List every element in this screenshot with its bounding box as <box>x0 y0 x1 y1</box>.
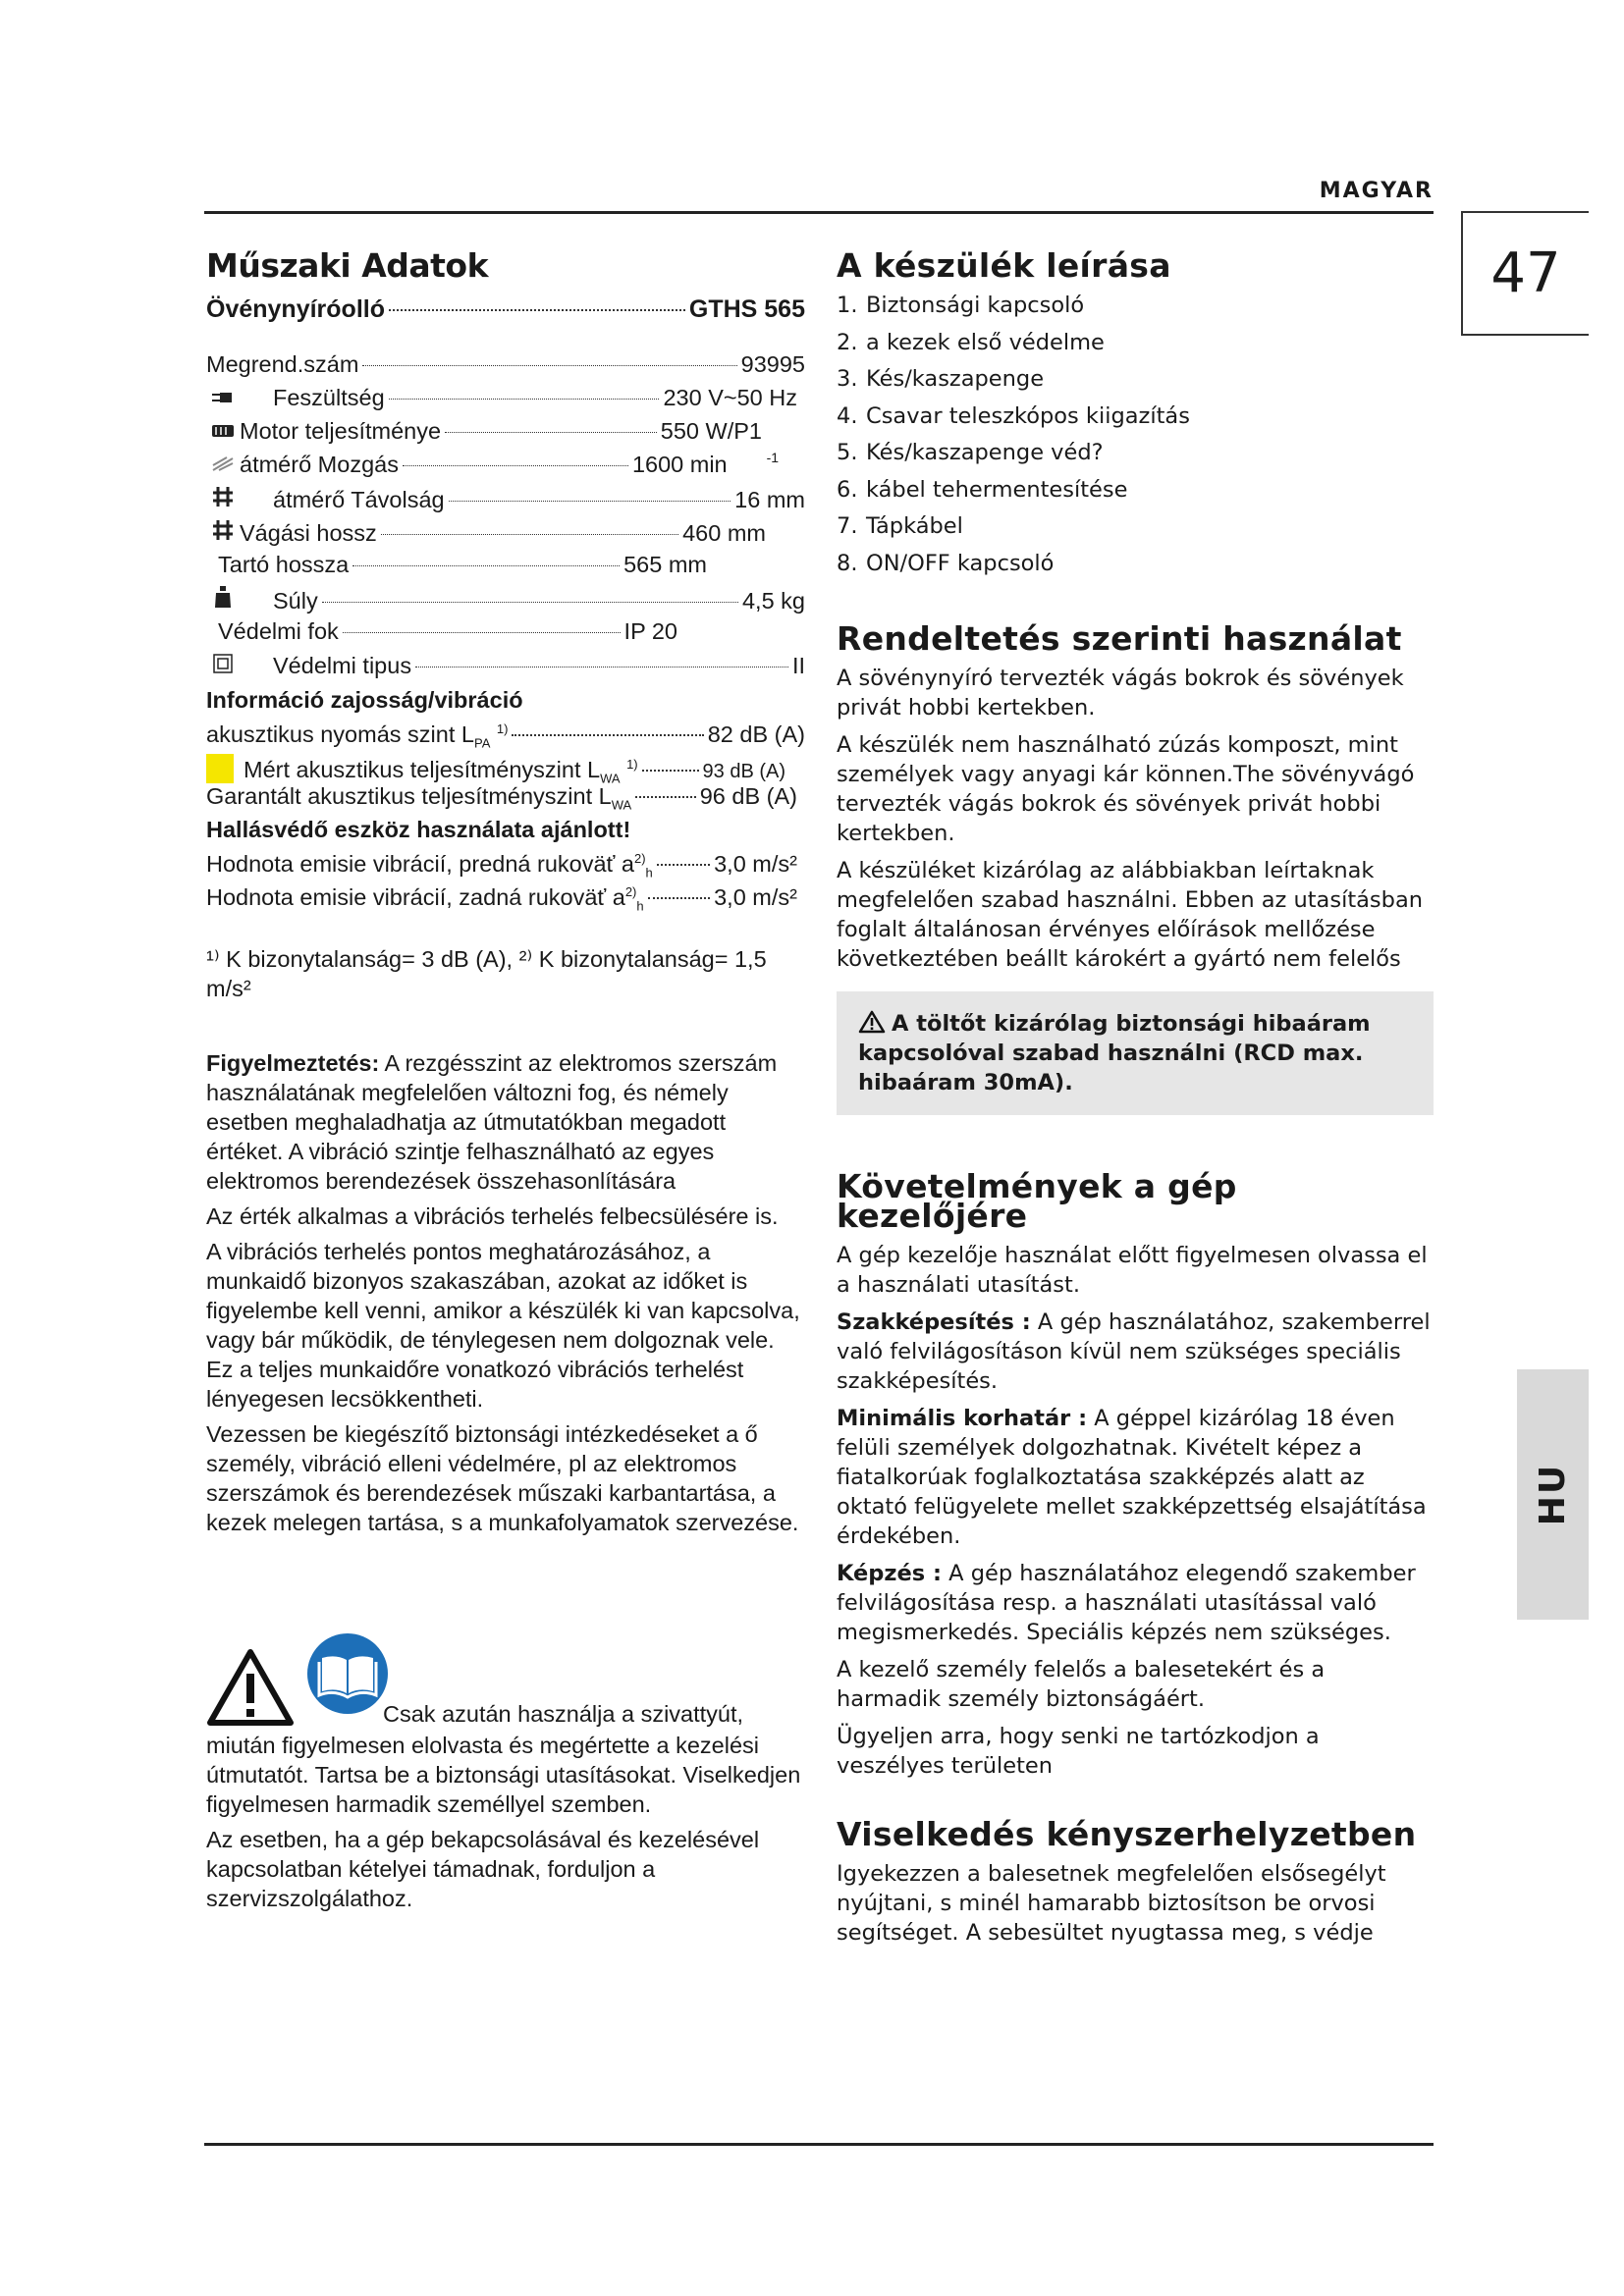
noise-subscript: WA <box>600 771 621 786</box>
spec-label: Motor teljesítménye <box>240 418 442 444</box>
spec-value: IP 20 <box>623 618 677 644</box>
warning-triangle-icon <box>858 1010 886 1034</box>
model-label: Övénynyíróolló <box>206 295 385 323</box>
item-number: 6. <box>837 476 858 503</box>
warning-text: A rezgésszint az elektromos szerszám használatának megfelelően változni fog, és némely esetben meghaladhatja az útmutatókban megadott értéket. A vibráció szintje felhasználható az egyes elektromos berendezések összehasonlítására <box>206 1050 778 1194</box>
top-rule <box>204 211 1434 214</box>
vibration-label <box>206 878 644 922</box>
vibration-value: 3,0 m/s² <box>714 883 797 910</box>
spec-label: Védelmi tipus <box>273 653 412 678</box>
paragraph: Ügyeljen arra, hogy senki ne tartózkodjon a veszélyes területen <box>837 1724 1320 1779</box>
leader-dots <box>389 309 685 311</box>
rcd-note-box <box>837 991 1434 1115</box>
spec-value: 230 V~50 Hz <box>663 385 797 410</box>
safety-first-line: Csak azután használja a szivattyút, <box>383 1701 744 1727</box>
noise-row <box>206 748 805 786</box>
parts-list <box>837 291 1434 585</box>
left-column <box>206 246 805 1543</box>
list-item <box>837 328 1434 365</box>
term-label: Minimális korhatár : <box>837 1406 1088 1431</box>
paragraph: Igyekezzen a balesetnek megfelelően elsősegélyt nyújtani, s minél hamarabb biztosítson be orvosi segítséget. A sebesültet nyugtassa meg, s védje <box>837 1861 1386 1946</box>
vibration-value: 3,0 m/s² <box>714 850 797 877</box>
leader-dots <box>449 501 731 502</box>
spec-row <box>206 583 805 616</box>
vibration-warning <box>206 1048 805 1196</box>
spec-value: 4,5 kg <box>741 588 805 614</box>
blade-icon <box>206 516 240 544</box>
right-column <box>837 246 1434 1955</box>
noise-value: 93 dB (A) <box>702 761 785 782</box>
noise-label-text: Mért akusztikus teljesítményszint L <box>244 757 601 782</box>
language-side-tab-label: HU <box>1533 1463 1573 1526</box>
spec-row <box>206 616 805 650</box>
noise-row <box>206 781 805 815</box>
list-item <box>837 438 1434 475</box>
item-number: 8. <box>837 550 858 576</box>
language-label: MAGYAR <box>1319 179 1434 203</box>
class-ii-icon <box>206 650 240 677</box>
spec-value: 93995 <box>740 351 805 377</box>
rcd-note: A töltőt kizárólag biztonsági hibaáram kapcsolóval szabad használni (RCD max. hibaáram 30mA). <box>858 1011 1371 1095</box>
vibration-subscript: h <box>636 898 644 914</box>
spec-label: Vágási hossz <box>240 520 377 546</box>
noise-value: 96 dB (A) <box>699 783 797 809</box>
vibration-superscript: 2) <box>633 851 646 866</box>
term-text: A gép használatához elegendő szakember felvilágosítása resp. a használati utasítással való megismerkedés. Speciális képzés nem szükséges. <box>837 1561 1416 1645</box>
item-number: 7. <box>837 513 858 539</box>
paragraph: A készülék nem használható zúzás komposzt, mint személyek vagy anyagi kár können.The sövényvágó tervezték vágás bokrok és sövények privát hobbi kertekben. <box>837 732 1415 846</box>
leader-dots <box>512 734 703 736</box>
paragraph: A sövénynyíró tervezték vágás bokrok és sövények privát hobbi kertekben. <box>837 666 1404 721</box>
spec-value: 16 mm <box>734 487 805 512</box>
item-label: kábel tehermentesítése <box>866 476 1128 503</box>
list-item <box>837 291 1434 328</box>
leader-dots <box>381 534 678 535</box>
section-title-intended-use: Rendeltetés szerinti használat <box>837 619 1402 658</box>
spec-row <box>206 650 805 683</box>
leader-dots <box>362 365 736 366</box>
vibration-row <box>206 878 805 914</box>
noise-subscript: WA <box>611 797 632 813</box>
spec-row <box>206 516 805 550</box>
spec-row <box>206 450 805 483</box>
list-item <box>837 364 1434 401</box>
warning-label: Figyelmeztetés: <box>206 1050 380 1076</box>
plug-icon <box>206 384 240 411</box>
training-paragraph <box>837 1559 1434 1647</box>
item-number: 3. <box>837 366 858 392</box>
specs-title: Műszaki Adatok <box>206 246 489 285</box>
tooth-icon <box>206 483 240 510</box>
vibration-superscript: 2) <box>624 884 637 899</box>
safety-notice <box>206 1632 805 1919</box>
spec-row <box>206 349 805 383</box>
term-label: Szakképesítés : <box>837 1309 1031 1335</box>
noise-label-text: Garantált akusztikus teljesítményszint L <box>206 783 612 809</box>
spec-value: 1600 min <box>631 452 728 477</box>
spec-label: Súly <box>273 588 318 614</box>
item-label: Kés/kaszapenge <box>866 366 1045 392</box>
term-label: Képzés : <box>837 1561 942 1586</box>
item-label: Kés/kaszapenge véd? <box>866 440 1104 465</box>
safety-icons <box>206 1632 805 1731</box>
leader-dots <box>445 432 657 433</box>
leader-dots <box>389 399 660 400</box>
leader-dots <box>403 465 628 466</box>
spec-label: Tartó hossza <box>218 552 350 577</box>
item-number: 5. <box>837 440 858 465</box>
spec-value: 565 mm <box>623 552 707 577</box>
vibration-label-text: Hodnota emisie vibrácií, predná rukoväť a <box>206 850 634 877</box>
noise-superscript: 1) <box>496 721 509 736</box>
footnote: ¹⁾ K bizonytalanság= 3 dB (A), ²⁾ K bizonytalanság= 1,5 m/s² <box>206 946 767 1001</box>
bottom-rule <box>204 2143 1434 2146</box>
item-number: 1. <box>837 293 858 318</box>
model-value: GTHS 565 <box>688 295 805 323</box>
spec-row <box>206 383 805 416</box>
paragraph: A készüléket kizárólag az alábbiakban leírtaknak megfelelően szabad használni. Ebben az utasításban foglalt általánosan érvényes előírások mellőzése következtében beállt károkért a gyártó nem felelős <box>837 858 1423 972</box>
paragraph: A gép kezelője használat előtt figyelmesen olvassa el a használati utasítást. <box>837 1243 1428 1298</box>
list-item <box>837 475 1434 512</box>
vibration-row <box>206 844 805 881</box>
spec-value: 550 W/P1 <box>660 418 762 444</box>
spec-value: 460 mm <box>682 520 766 546</box>
section-title-emergency: Viselkedés kényszerhelyzetben <box>837 1815 1417 1853</box>
item-label: Tápkábel <box>866 513 963 539</box>
vibration-label-text: Hodnota emisie vibrácií, zadná rukoväť a <box>206 883 625 910</box>
speed-icon <box>206 450 240 477</box>
list-item <box>837 511 1434 549</box>
leader-dots <box>642 770 699 772</box>
spec-row <box>206 550 805 583</box>
paragraph: A vibrációs terhelés pontos meghatározásához, a munkaidő bizonyos szakaszában, azokat az időket is figyelembe kell venni, amikor a készülék ki van kapcsolva, vagy bár működik, de ténylegesen nem dolgoznak vele. Ez a teljes munkaidőre vonatkozó vibrációs terhelést lényegesen lecsökkentheti. <box>206 1239 800 1412</box>
vibration-subscript: h <box>645 865 653 881</box>
spec-value: II <box>791 653 805 678</box>
leader-dots <box>648 897 711 899</box>
model-row <box>206 294 805 324</box>
spec-unit-superscript: -1 <box>766 450 780 465</box>
language-side-tab <box>1517 1369 1589 1620</box>
warning-triangle-icon <box>206 1648 295 1727</box>
weight-icon <box>206 583 240 611</box>
spec-label: Védelmi fok <box>218 618 339 644</box>
noise-value: 82 dB (A) <box>707 721 805 747</box>
age-paragraph <box>837 1404 1434 1551</box>
leader-dots <box>657 864 710 866</box>
noise-label-text: akusztikus nyomás szint L <box>206 721 474 747</box>
list-item <box>837 401 1434 439</box>
spec-list <box>206 349 805 683</box>
item-label: Csavar teleszkópos kiigazítás <box>866 402 1190 429</box>
leader-dots <box>322 602 738 603</box>
item-label: a kezek első védelme <box>866 329 1105 355</box>
spec-label: Megrend.szám <box>206 351 359 377</box>
spec-label: átmérő Mozgás <box>240 452 399 477</box>
item-label: ON/OFF kapcsoló <box>866 550 1055 576</box>
safety-text: miután figyelmesen elolvasta és megértette a kezelési útmutatót. Tartsa be a biztonsági utasításokat. Viselkedjen figyelmesen harmadik személlyel szemben. <box>206 1733 801 1817</box>
term-text: A géppel kizárólag 18 éven felüli személyek dolgozhatnak. Kivételt képez a fiatalkorúak foglalkoztatása szakképzés alatt az oktató felügyelete mellet szakképzettség elsajátítása érdekében. <box>837 1406 1427 1549</box>
item-label: Biztonsági kapcsoló <box>866 293 1085 318</box>
hearing-warning: Hallásvédő eszköz használata ajánlott! <box>206 817 631 842</box>
spec-label: átmérő Távolság <box>273 487 445 512</box>
section-title-requirements: Követelmények a gép kezelőjére <box>837 1167 1237 1235</box>
page-number: 47 <box>1461 211 1589 336</box>
leader-dots <box>352 565 620 566</box>
noise-subscript: PA <box>473 735 491 751</box>
list-item <box>837 549 1434 586</box>
paragraph: Az érték alkalmas a vibrációs terhelés felbecsülésére is. <box>206 1203 779 1229</box>
spec-label: Feszültség <box>273 385 385 410</box>
paragraph: Vezessen be kiegészítő biztonsági intézkedéseket a ő személy, vibráció elleni védelmére, pl az elektromos szerszámok és berendezések műszaki karbantartása, a kezek melegen tartása, s a munkafolyamatok szervezése. <box>206 1421 799 1535</box>
motor-icon <box>206 417 240 445</box>
paragraph: A kezelő személy felelős a balesetekért és a harmadik személy biztonságáért. <box>837 1657 1326 1712</box>
qualification-paragraph <box>837 1308 1434 1396</box>
spec-row <box>206 416 805 450</box>
leader-dots <box>635 796 696 798</box>
highlight-mark <box>206 754 234 783</box>
spec-row <box>206 483 805 516</box>
item-number: 2. <box>837 329 858 355</box>
noise-heading: Információ zajosság/vibráció <box>206 687 523 713</box>
read-manual-icon <box>306 1632 389 1715</box>
noise-superscript: 1) <box>626 757 638 773</box>
noise-row <box>206 715 805 751</box>
safety-text-2: Az esetben, ha a gép bekapcsolásával és kezelésével kapcsolatban kételyei támadnak, forduljon a szervizszolgálathoz. <box>206 1827 760 1911</box>
term-text: A gép használatához, szakemberrel való felvilágosításon kívül nem szükséges speciális szakképesítés. <box>837 1309 1431 1394</box>
section-title-description: A készülék leírása <box>837 246 1171 285</box>
item-number: 4. <box>837 402 858 429</box>
leader-dots <box>343 632 621 633</box>
